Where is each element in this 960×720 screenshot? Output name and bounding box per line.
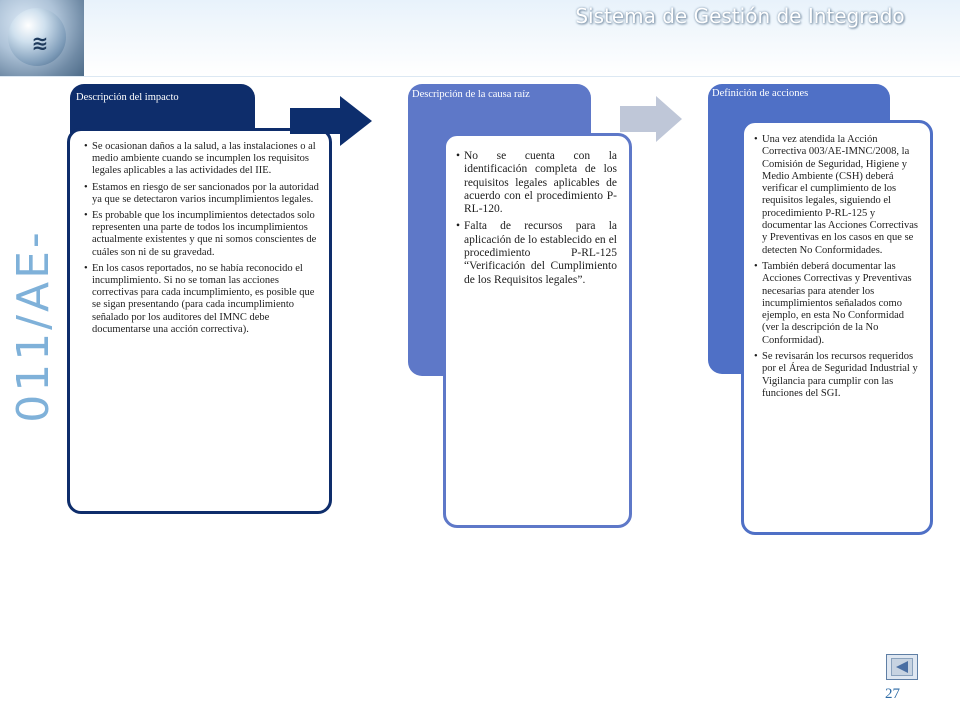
root-cause-item: • Falta de recursos para la aplicación de lo establecido en el procedimiento P-RL-125 “Verificación del Cumplimiento de los Requisitos legales”. bbox=[456, 220, 617, 286]
globe-logo-icon bbox=[0, 0, 84, 76]
root-cause-item: • No se cuenta con la identificación completa de los requisitos legales aplicables de acuerdo con el procedimiento P-RL-120. bbox=[456, 150, 617, 216]
impact-card bbox=[67, 128, 332, 514]
right-arrow-icon bbox=[290, 96, 374, 146]
document-code-title: 011/AE- bbox=[8, 229, 59, 423]
app-title: Sistema de Gestión de Integrado bbox=[575, 4, 905, 28]
previous-slide-button[interactable] bbox=[886, 654, 918, 680]
actions-item: • También deberá documentar las Acciones Correctivas y Preventivas necesarias para atender los incumplimientos señalados como ejemplo, en esta No Conformidad (ver la descripción de la No Conformidad). bbox=[754, 261, 922, 347]
impact-item: • Es probable que los incumplimientos detectados solo representen una parte de todos los incumplimientos actualmente existentes y que ni somos conscientes de cuáles son ni de su gravedad. bbox=[84, 210, 319, 259]
root-cause-card bbox=[443, 133, 632, 528]
right-arrow-icon bbox=[620, 96, 684, 142]
previous-slide-icon bbox=[892, 659, 912, 675]
root-cause-list bbox=[456, 150, 617, 287]
actions-list bbox=[754, 134, 922, 400]
page-number: 27 bbox=[885, 686, 900, 702]
previous-slide-icon-frame bbox=[891, 658, 913, 676]
actions-item: • Una vez atendida la Acción Correctiva 003/AE-IMNC/2008, la Comisión de Seguridad, Higiene y Medio Ambiente (CSH) deberá verificar el cumplimiento de los requisitos legales, siguiendo el procedimiento P-RL-125 y documentar las Acciones Correctivas y Preventivas en los casos en que se detecten No Conformidades. bbox=[754, 134, 922, 257]
actions-item: • Se revisarán los recursos requeridos por el Área de Seguridad Industrial y Vigilancia para cumplir con las funciones del SGI. bbox=[754, 351, 922, 400]
logo-mark: ≋ bbox=[31, 31, 49, 55]
root-cause-panel-label: Descripción de la causa raíz bbox=[412, 89, 530, 100]
actions-panel-label: Definición de acciones bbox=[712, 88, 809, 99]
impact-panel-label: Descripción del impacto bbox=[76, 92, 179, 103]
impact-item: • En los casos reportados, no se había reconocido el incumplimiento. Si no se toman las acciones correctivas para cada incumplimiento, es posible que se sigan presentando (para cada incumplimiento señalado por los auditores del IMNC debe documentarse una acción correctiva). bbox=[84, 263, 319, 336]
impact-item: • Estamos en riesgo de ser sancionados por la autoridad ya que se detectaron varios incumplimientos legales. bbox=[84, 182, 319, 206]
impact-item: • Se ocasionan daños a la salud, a las instalaciones o al medio ambiente cuando se incumplen los requisitos legales aplicables a las actividades del IIE. bbox=[84, 141, 319, 178]
impact-list bbox=[84, 141, 319, 336]
actions-card bbox=[741, 120, 933, 535]
header-divider bbox=[0, 76, 960, 77]
